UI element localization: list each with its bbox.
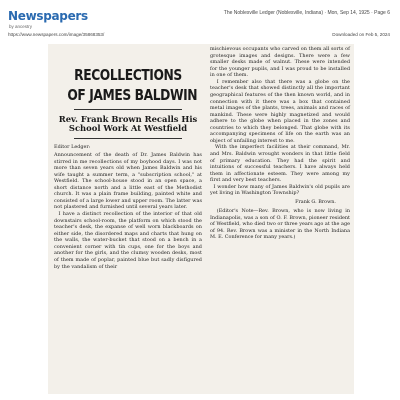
right-column-body: mischievous occupants who carved on them all sorts of grotesque images and designs. There were a few smaller desks made of walnut. These were intended for the younger pupils, and I was proud to be installed in one of them. I remember also that there was a globe on the teacher's desk that showed distinctly all the important geographical features of the then known world, and in connection with it there was a box that contained metal images of the plants, trees, animals and races of mankind. These were highly magnetized and would adhere to the globe when placed in the zones and countries to which they belonged. That globe with its accompanying specimens of life on the earth was an object of unfailing interest to me. With the imperfect facilities at their command, Mr. and Mrs. Baldwin wrought wonders in that little field of primary education. They had the spirit and intuitions of successful teachers. I have always held them in affectionate esteem. They were among my first and very best teachers. I wonder how many of James Baldwin's old pupils are yet living in Washington Township?: [210, 46, 350, 197]
editor-note: (Editor's Note—Rev. Brown, who is now living in Indianapolis, was a son of O. F. Brown, pioneer resident of Westfield, who died two or three years ago at the age of 94. Rev. Brown was a minister in the North Indiana M. E. Conference for many years.): [210, 207, 352, 241]
signature: Frank G. Brown.: [295, 198, 336, 205]
newspapers-logo[interactable]: [8, 8, 88, 30]
brand-tagline: by ancestry: [9, 24, 33, 29]
headline-rule: [74, 109, 182, 110]
brand-name: Newspapers: [8, 9, 88, 23]
deck-rule: [74, 138, 182, 139]
right-column: [210, 46, 350, 241]
newspaper-clipping: [48, 44, 354, 394]
article-deck: Rev. Frank Brown Recalls His School Work At Westfield: [58, 113, 198, 133]
salutation: Editor Ledger:: [54, 143, 91, 150]
page-header: [0, 0, 400, 40]
left-column-body: Announcement of the death of Dr. James Baldwin has stirred in me recollections of my boyhood days. I was not more than seven years old when James Baldwin and his wife taught a summer term, a "subscription school," at Westfield. The school-house stood in an open space, a short distance north and a little east of the Methodist church. It was a plain frame building, painted white and consisted of a large lower and upper room. The latter was not plastered and furnished until several years later. I have a distinct recollection of the interior of that old downstairs school-room, the platform on which stood the teacher's desk, the expanse of well worn blackboards on either side, the disordered maps and charts that hung on the walls, the water-bucket that stood on a bench in a convenient corner with tin cups, one for the boys and another for the girls, and the clumsy wooden desks, most of them made of poplar, painted blue but sadly disfigured by the vandalism of their: [54, 151, 202, 270]
source-line: The Noblesville Ledger (Noblesville, Indiana) · Mon, Sep 14, 1925 · Page 6: [223, 10, 390, 16]
download-date: Downloaded on Feb 5, 2024: [332, 32, 390, 37]
image-url[interactable]: https://www.newspapers.com/image/35868353/: [8, 32, 105, 37]
headline-line-1: RECOLLECTIONS: [74, 66, 182, 84]
left-column: [54, 44, 202, 270]
headline-line-2: OF JAMES BALDWIN: [67, 85, 198, 104]
